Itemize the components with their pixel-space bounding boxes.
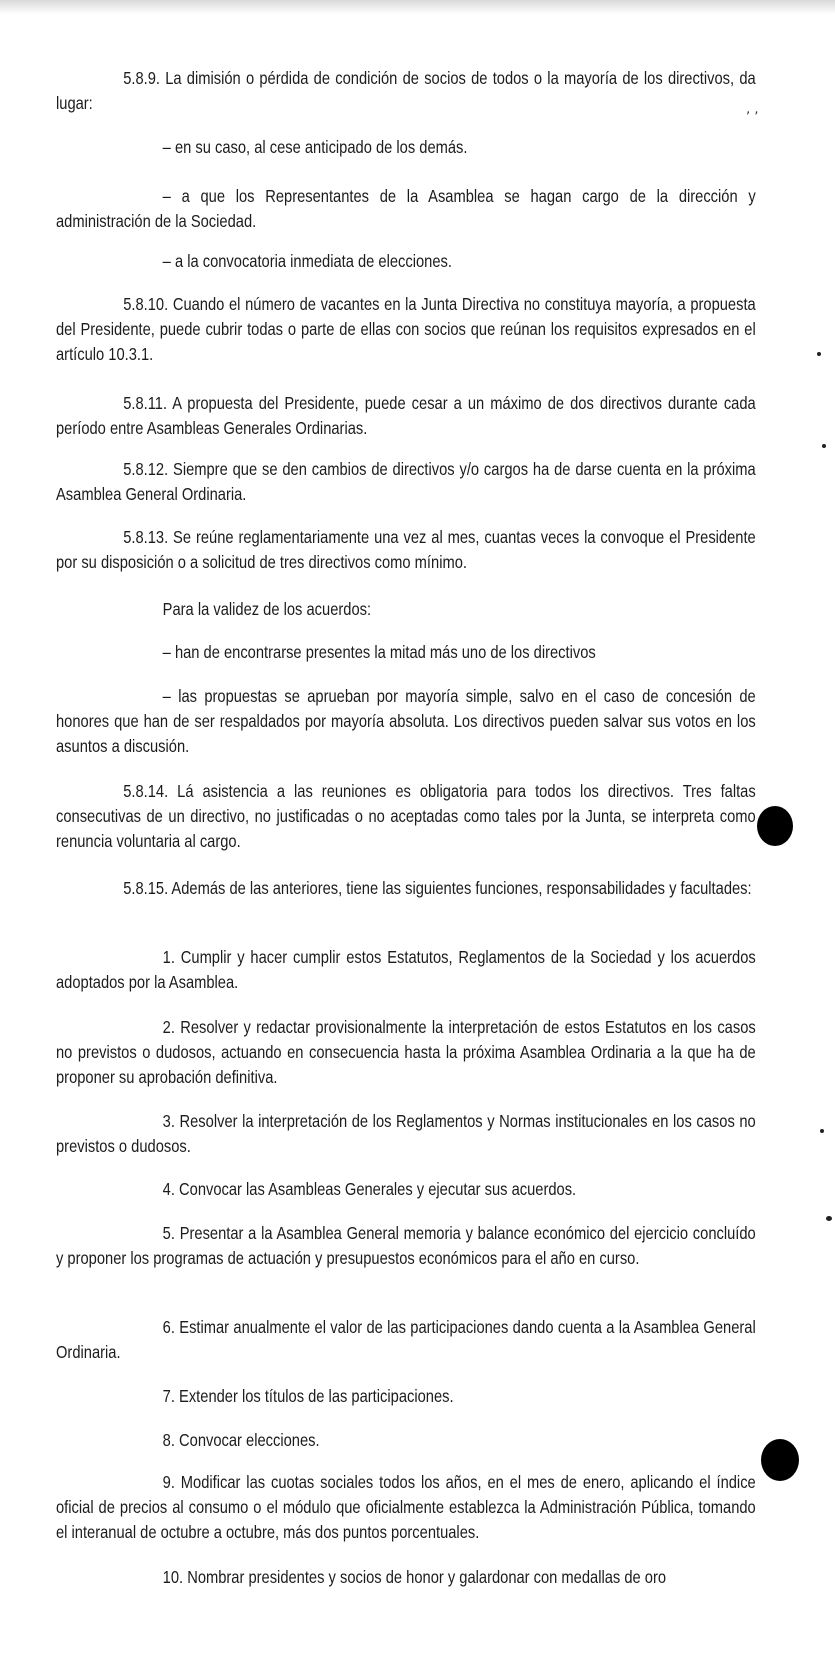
paragraph-validity-intro: Para la validez de los acuerdos: (162, 599, 372, 619)
pen-mark: ʼ ʼ (746, 110, 759, 125)
function-item-8: 8. Convocar elecciones. (162, 1430, 320, 1450)
paragraph-5-8-9-item-2: – a que los Representantes de la Asamblea se hagan cargo de la dirección y administración de la Sociedad. (56, 186, 756, 231)
speck-1 (817, 352, 821, 356)
paragraph-validity-item-2: – las propuestas se aprueban por mayoría simple, salvo en el caso de concesión de honores que han de ser respaldados por mayoría absoluta. Los directivos pueden salvar sus votos en los asuntos a discusión. (56, 686, 756, 756)
function-item-7: 7. Extender los títulos de las participaciones. (162, 1386, 454, 1406)
function-item-9: 9. Modificar las cuotas sociales todos los años, en el mes de enero, aplicando el índice oficial de precios al consumo o el módulo que oficialmente establezca la Administración Pública, tomando el interanual de octubre a octubre, más dos puntos porcentuales. (56, 1472, 756, 1542)
paragraph-5-8-14: 5.8.14. Lá asistencia a las reuniones es obligatoria para todos los directivos. Tres faltas consecutivas de un directivo, no justificadas o no aceptadas como tales por la Junta, se interpreta como renuncia voluntaria al cargo. (56, 781, 756, 851)
function-item-1: 1. Cumplir y hacer cumplir estos Estatutos, Reglamentos de la Sociedad y los acuerdos adoptados por la Asamblea. (56, 947, 756, 992)
punch-hole-upper (757, 806, 793, 846)
function-item-5: 5. Presentar a la Asamblea General memoria y balance económico del ejercicio concluído y proponer los programas de actuación y presupuestos económicos para el año en curso. (56, 1223, 756, 1268)
function-item-3: 3. Resolver la interpretación de los Reglamentos y Normas institucionales en los casos no previstos o dudosos. (56, 1111, 756, 1156)
function-item-4: 4. Convocar las Asambleas Generales y ejecutar sus acuerdos. (162, 1179, 577, 1199)
paragraph-5-8-13: 5.8.13. Se reúne reglamentariamente una vez al mes, cuantas veces la convoque el Presidente por su disposición o a solicitud de tres directivos como mínimo. (56, 527, 756, 572)
punch-hole-lower (761, 1439, 799, 1481)
paragraph-5-8-9: 5.8.9. La dimisión o pérdida de condición de socios de todos o la mayoría de los directivos, da lugar: (56, 68, 756, 113)
function-item-10: 10. Nombrar presidentes y socios de honor y galardonar con medallas de oro (162, 1567, 667, 1587)
paragraph-5-8-15: 5.8.15. Además de las anteriores, tiene las siguientes funciones, responsabilidades y facultades: (123, 878, 752, 898)
paragraph-5-8-10: 5.8.10. Cuando el número de vacantes en la Junta Directiva no constituya mayoría, a propuesta del Presidente, puede cubrir todas o parte de ellas con socios que reúnan los requisitos expresados en el artículo 10.3.1. (56, 294, 756, 364)
paragraph-5-8-9-item-3: – a la convocatoria inmediata de elecciones. (162, 251, 452, 271)
speck-4 (826, 1216, 832, 1221)
paragraph-validity-item-1: – han de encontrarse presentes la mitad más uno de los directivos (162, 642, 596, 662)
paragraph-5-8-9-item-1: – en su caso, al cese anticipado de los demás. (162, 137, 468, 157)
paragraph-5-8-12: 5.8.12. Siempre que se den cambios de directivos y/o cargos ha de darse cuenta en la próxima Asamblea General Ordinaria. (56, 459, 756, 504)
function-item-2: 2. Resolver y redactar provisionalmente la interpretación de estos Estatutos en los casos no previstos o dudosos, actuando en consecuencia hasta la próxima Asamblea Ordinaria a la que ha de proponer su aprobación definitiva. (56, 1017, 756, 1087)
speck-3 (820, 1129, 824, 1133)
function-item-6: 6. Estimar anualmente el valor de las participaciones dando cuenta a la Asamblea General Ordinaria. (56, 1317, 756, 1362)
paragraph-5-8-11: 5.8.11. A propuesta del Presidente, puede cesar a un máximo de dos directivos durante cada período entre Asambleas Generales Ordinarias. (56, 393, 756, 438)
speck-2 (822, 444, 826, 448)
